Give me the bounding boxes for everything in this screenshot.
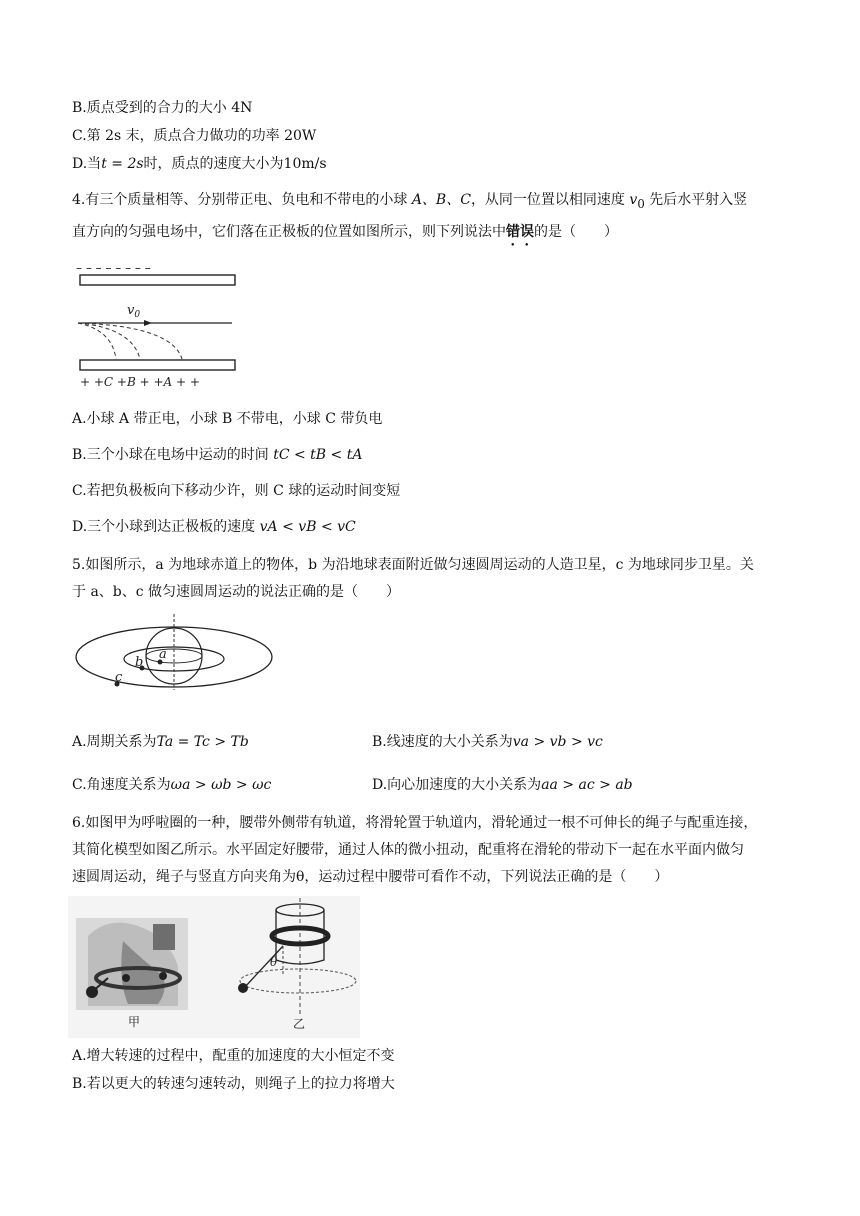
q3-option-c: C.第 2s 末，质点合力做功的功率 20W <box>72 128 317 144</box>
q5-label-a: a <box>159 647 167 662</box>
q4-v0-label: $v_0$ <box>127 303 141 320</box>
q4-option-d: D.三个小球到达正极板的速度 vA < vB < vC <box>72 519 356 535</box>
q5-option-d: D.向心加速度的大小关系为aa > ac > ab <box>372 777 633 793</box>
q5-label-c: c <box>115 670 123 685</box>
q5-label-b: b <box>135 655 144 670</box>
q5-option-b: B.线速度的大小关系为va > vb > vc <box>372 734 603 750</box>
q6-label-yi: 乙 <box>293 1017 306 1031</box>
q6-stem-line1: 6.如图甲为呼啦圈的一种，腰带外侧带有轨道，将滑轮置于轨道内，滑轮通过一根不可伸长的绳子与配重连接， <box>72 815 758 831</box>
q6-stem-line2: 其简化模型如图乙所示。水平固定好腰带，通过人体的微小扭动，配重将在滑轮的带动下一起在水平面内做匀 <box>72 842 744 858</box>
q4-stem-line1: 4.有三个质量相等、分别带正电、负电和不带电的小球 A、B、C，从同一位置以相同速度 $v_0$ 先后水平射入竖 <box>72 192 748 211</box>
q4-trajectory-c <box>78 323 116 359</box>
q4-option-b: B.三个小球在电场中运动的时间 tC < tB < tA <box>72 447 363 463</box>
q6-counterweight <box>238 983 248 993</box>
q4-option-c: C.若把负极板向下移动少许，则 C 球的运动时间变短 <box>72 483 401 499</box>
q3-option-d: D.当t = 2s时，质点的速度大小为10m/s <box>72 156 327 172</box>
q4-negative-plate <box>80 275 235 285</box>
q4-stem-line2: 直方向的匀强电场中，它们落在正极板的位置如图所示，则下列说法中错误的是（ ） <box>72 224 618 240</box>
q6-label-jia: 甲 <box>128 1015 141 1029</box>
q4-positive-signs: + +C +B + +A + + <box>80 375 200 389</box>
q4-negative-signs: – – – – – – – – <box>76 262 151 275</box>
q4-positive-plate <box>80 360 235 370</box>
q6-option-b: B.若以更大的转速匀速转动，则绳子上的拉力将增大 <box>72 1076 395 1092</box>
q5-earth-orbits-figure <box>72 612 277 692</box>
q3-option-b: B.质点受到的合力的大小 4N <box>72 100 253 116</box>
q5-option-c: C.角速度关系为ωa > ωb > ωc <box>72 777 272 793</box>
q3-option-d-math: t = 2s <box>101 156 144 172</box>
q6-theta-label: θ <box>270 955 278 969</box>
q4-emphasis: 错误 <box>506 224 534 240</box>
q4-capacitor-figure <box>72 262 247 392</box>
q4-option-a: A.小球 A 带正电，小球 B 不带电，小球 C 带负电 <box>72 411 383 427</box>
q6-hula-hoop-figure <box>68 896 360 1038</box>
q5-stem-line2: 于 a、b、c 做匀速圆周运动的说法正确的是（ ） <box>72 584 401 600</box>
q5-stem-line1: 5.如图所示，a 为地球赤道上的物体，b 为沿地球表面附近做匀速圆周运动的人造卫星，c 为地球同步卫星。关 <box>72 557 754 573</box>
q5-option-a: A.周期关系为Ta = Tc > Tb <box>72 734 249 750</box>
q6-option-a: A.增大转速的过程中，配重的加速度的大小恒定不变 <box>72 1048 395 1064</box>
q6-stem-line3: 速圆周运动，绳子与竖直方向夹角为θ，运动过程中腰带可看作不动，下列说法正确的是（ ） <box>72 869 669 885</box>
